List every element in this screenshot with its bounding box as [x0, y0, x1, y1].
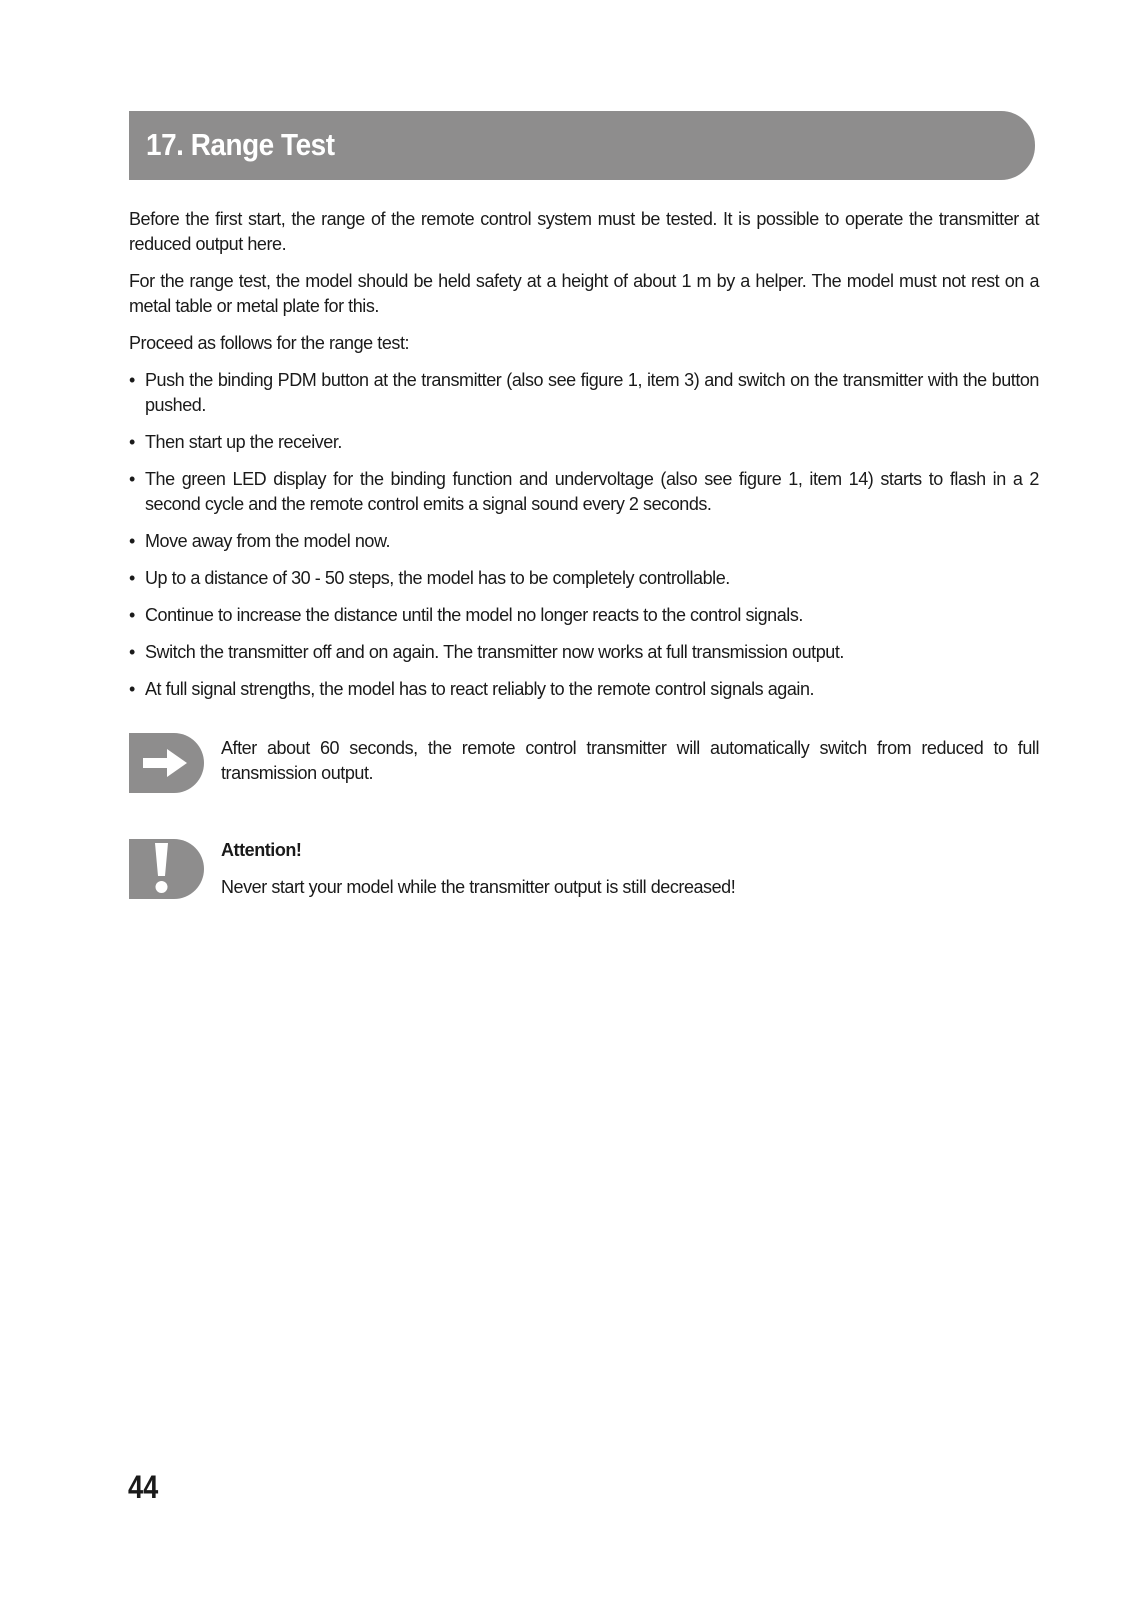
- list-item-text: At full signal strengths, the model has to react reliably to the remote control signals again.: [145, 679, 815, 699]
- section-heading-bar: [129, 111, 1035, 180]
- list-item: [129, 430, 1039, 455]
- attention-block: [221, 838, 1039, 900]
- bullet-dot: •: [129, 605, 135, 625]
- intro-paragraph-3: Proceed as follows for the range test:: [129, 333, 410, 353]
- bullet-dot: •: [129, 469, 135, 489]
- list-item: [129, 677, 1039, 702]
- list-item-text: Then start up the receiver.: [145, 432, 342, 452]
- bullet-dot: •: [129, 679, 135, 699]
- intro-paragraph-1: Before the first start, the range of the remote control system must be tested. It is possible to operate the transmitter at reduced output here.: [129, 209, 1039, 254]
- list-item: [129, 467, 1039, 517]
- section-title: 17. Range Test: [146, 127, 335, 162]
- page-number: 44: [128, 1469, 159, 1505]
- list-item-text: Switch the transmitter off and on again. The transmitter now works at full transmission output.: [145, 642, 844, 662]
- list-item-text: The green LED display for the binding function and undervoltage (also see figure 1, item 14) starts to flash in a 2 second cycle and the remote control emits a signal sound every 2 seconds.: [145, 469, 1039, 514]
- bullet-dot: •: [129, 531, 135, 551]
- intro-paragraph-2: For the range test, the model should be held safety at a height of about 1 m by a helper. The model must not rest on a metal table or metal plate for this.: [129, 271, 1039, 316]
- procedure-list: [129, 368, 1039, 702]
- attention-title: Attention!: [221, 840, 302, 860]
- note-text: After about 60 seconds, the remote control transmitter will automatically switch from reduced to full transmission output.: [221, 738, 1039, 783]
- arrow-right-icon: [129, 733, 204, 793]
- bullet-dot: •: [129, 432, 135, 452]
- note-block: [221, 736, 1039, 786]
- attention-text: Never start your model while the transmitter output is still decreased!: [221, 877, 736, 897]
- list-item: [129, 529, 1039, 554]
- list-item-text: Move away from the model now.: [145, 531, 391, 551]
- bullet-dot: •: [129, 568, 135, 588]
- list-item-text: Up to a distance of 30 - 50 steps, the model has to be completely controllable.: [145, 568, 730, 588]
- bullet-dot: •: [129, 642, 135, 662]
- intro-text: [129, 207, 1039, 714]
- list-item: [129, 640, 1039, 665]
- list-item-text: Continue to increase the distance until the model no longer reacts to the control signals.: [145, 605, 803, 625]
- list-item: [129, 603, 1039, 628]
- exclamation-icon: [129, 839, 204, 899]
- list-item: [129, 368, 1039, 418]
- list-item: [129, 566, 1039, 591]
- list-item-text: Push the binding PDM button at the transmitter (also see figure 1, item 3) and switch on the transmitter with the button pushed.: [145, 370, 1039, 415]
- bullet-dot: •: [129, 370, 135, 390]
